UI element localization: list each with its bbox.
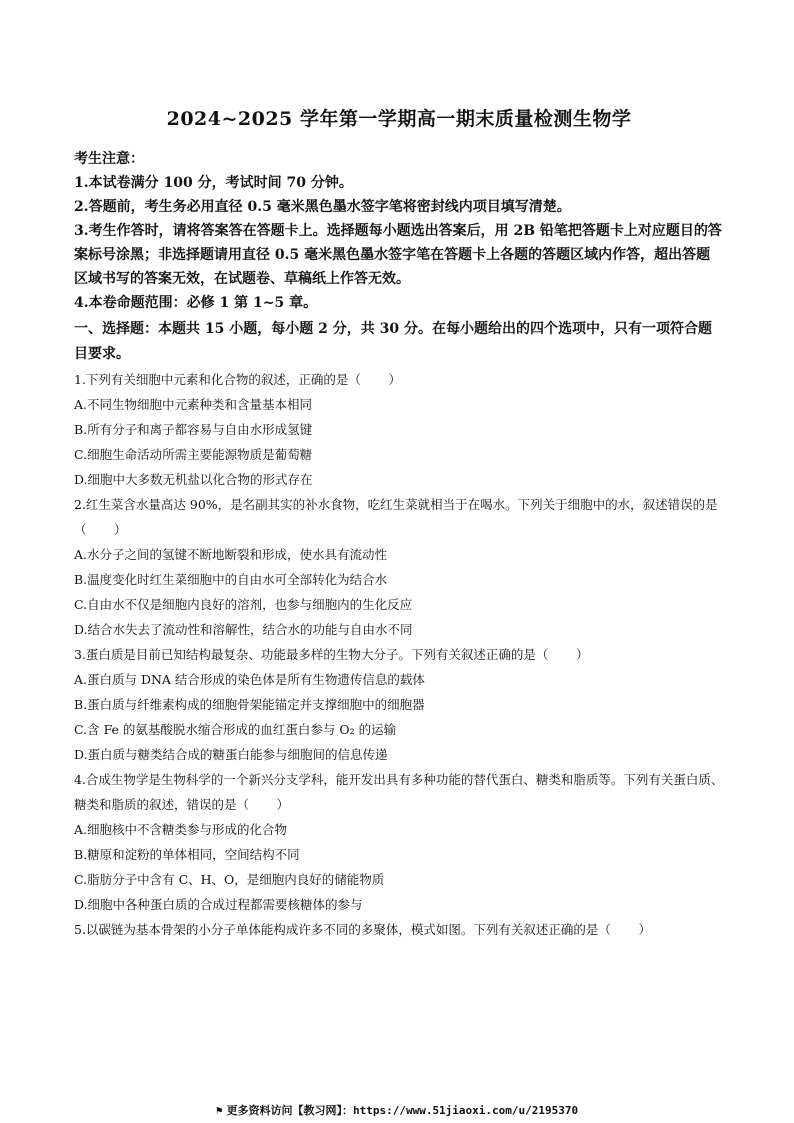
option-d: D.细胞中大多数无机盐以化合物的形式存在 (74, 472, 313, 487)
question-2 (74, 492, 724, 642)
question-stem: 4.合成生物学是生物科学的一个新兴分支学科，能开发出具有多种功能的替代蛋白、糖类和脂质等。下列有关蛋白质、糖类和脂质的叙述，错误的是（ ） (74, 772, 724, 812)
question-stem: 5.以碳链为基本骨架的小分子单体能构成许多不同的多聚体，模式如图。下列有关叙述正确的是（ ） (74, 922, 651, 937)
notice-item-2: 2.答题前，考生务必用直径 0.5 毫米黑色墨水签字笔将密封线内项目填写清楚。 (74, 199, 571, 215)
question-1 (74, 367, 724, 492)
option-c: C.脂肪分子中含有 C、H、O，是细胞内良好的储能物质 (74, 872, 385, 887)
option-a: A.水分子之间的氢键不断地断裂和形成，使水具有流动性 (74, 547, 388, 562)
option-d: D.结合水失去了流动性和溶解性，结合水的功能与自由水不同 (74, 622, 413, 637)
question-5 (74, 917, 724, 942)
option-b: B.糖原和淀粉的单体相同，空间结构不同 (74, 847, 300, 862)
flag-icon: ⚑ (215, 1104, 223, 1117)
notice-block (74, 147, 724, 315)
question-stem: 2.红生菜含水量高达 90%，是名副其实的补水食物，吃红生菜就相当于在喝水。下列关于细胞中的水，叙述错误的是（ ） (74, 497, 718, 537)
exam-page (74, 104, 724, 942)
footer-link[interactable]: 更多资料访问【教习网】：https://www.51jiaoxi.com/u/2195370 (226, 1104, 579, 1117)
option-c: C.自由水不仅是细胞内良好的溶剂，也参与细胞内的生化反应 (74, 597, 413, 612)
section-heading: 一、选择题：本题共 15 小题，每小题 2 分，共 30 分。在每小题给出的四个选项中，只有一项符合题目要求。 (74, 321, 712, 362)
option-b: B.蛋白质与纤维素构成的细胞骨架能锚定并支撑细胞中的细胞器 (74, 697, 425, 712)
option-b: B.温度变化时红生菜细胞中的自由水可全部转化为结合水 (74, 572, 388, 587)
option-a: A.细胞核中不含糖类参与形成的化合物 (74, 822, 288, 837)
option-c: C.细胞生命活动所需主要能源物质是葡萄糖 (74, 447, 313, 462)
option-a: A.不同生物细胞中元素种类和含量基本相同 (74, 397, 313, 412)
question-3 (74, 642, 724, 767)
option-b: B.所有分子和离子都容易与自由水形成氢键 (74, 422, 313, 437)
option-d: D.蛋白质与糖类结合成的糖蛋白能参与细胞间的信息传递 (74, 747, 388, 762)
notice-item-3: 3.考生作答时，请将答案答在答题卡上。选择题每小题选出答案后，用 2B 铅笔把答题卡上对应题目的答案标号涂黑；非选择题请用直径 0.5 毫米黑色墨水签字笔在答题卡上各题的答题区域内作答，超出答题区域书写的答案无效，在试题卷、草稿纸上作答无效。 (74, 223, 722, 287)
notice-item-4: 4.本卷命题范围：必修 1 第 1~5 章。 (74, 295, 318, 311)
footer (0, 1102, 794, 1118)
option-a: A.蛋白质与 DNA 结合形成的染色体是所有生物遗传信息的载体 (74, 672, 425, 687)
question-stem: 1.下列有关细胞中元素和化合物的叙述，正确的是（ ） (74, 372, 401, 387)
page-title: 2024~2025 学年第一学期高一期末质量检测生物学 (166, 108, 632, 130)
question-stem: 3.蛋白质是目前已知结构最复杂、功能最多样的生物大分子。下列有关叙述正确的是（ ） (74, 647, 589, 662)
option-c: C.含 Fe 的氨基酸脱水缩合形成的血红蛋白参与 O₂ 的运输 (74, 722, 397, 737)
option-d: D.细胞中各种蛋白质的合成过程都需要核糖体的参与 (74, 897, 363, 912)
notice-heading: 考生注意： (74, 151, 144, 167)
notice-item-1: 1.本试卷满分 100 分，考试时间 70 分钟。 (74, 175, 353, 191)
question-4 (74, 767, 724, 917)
